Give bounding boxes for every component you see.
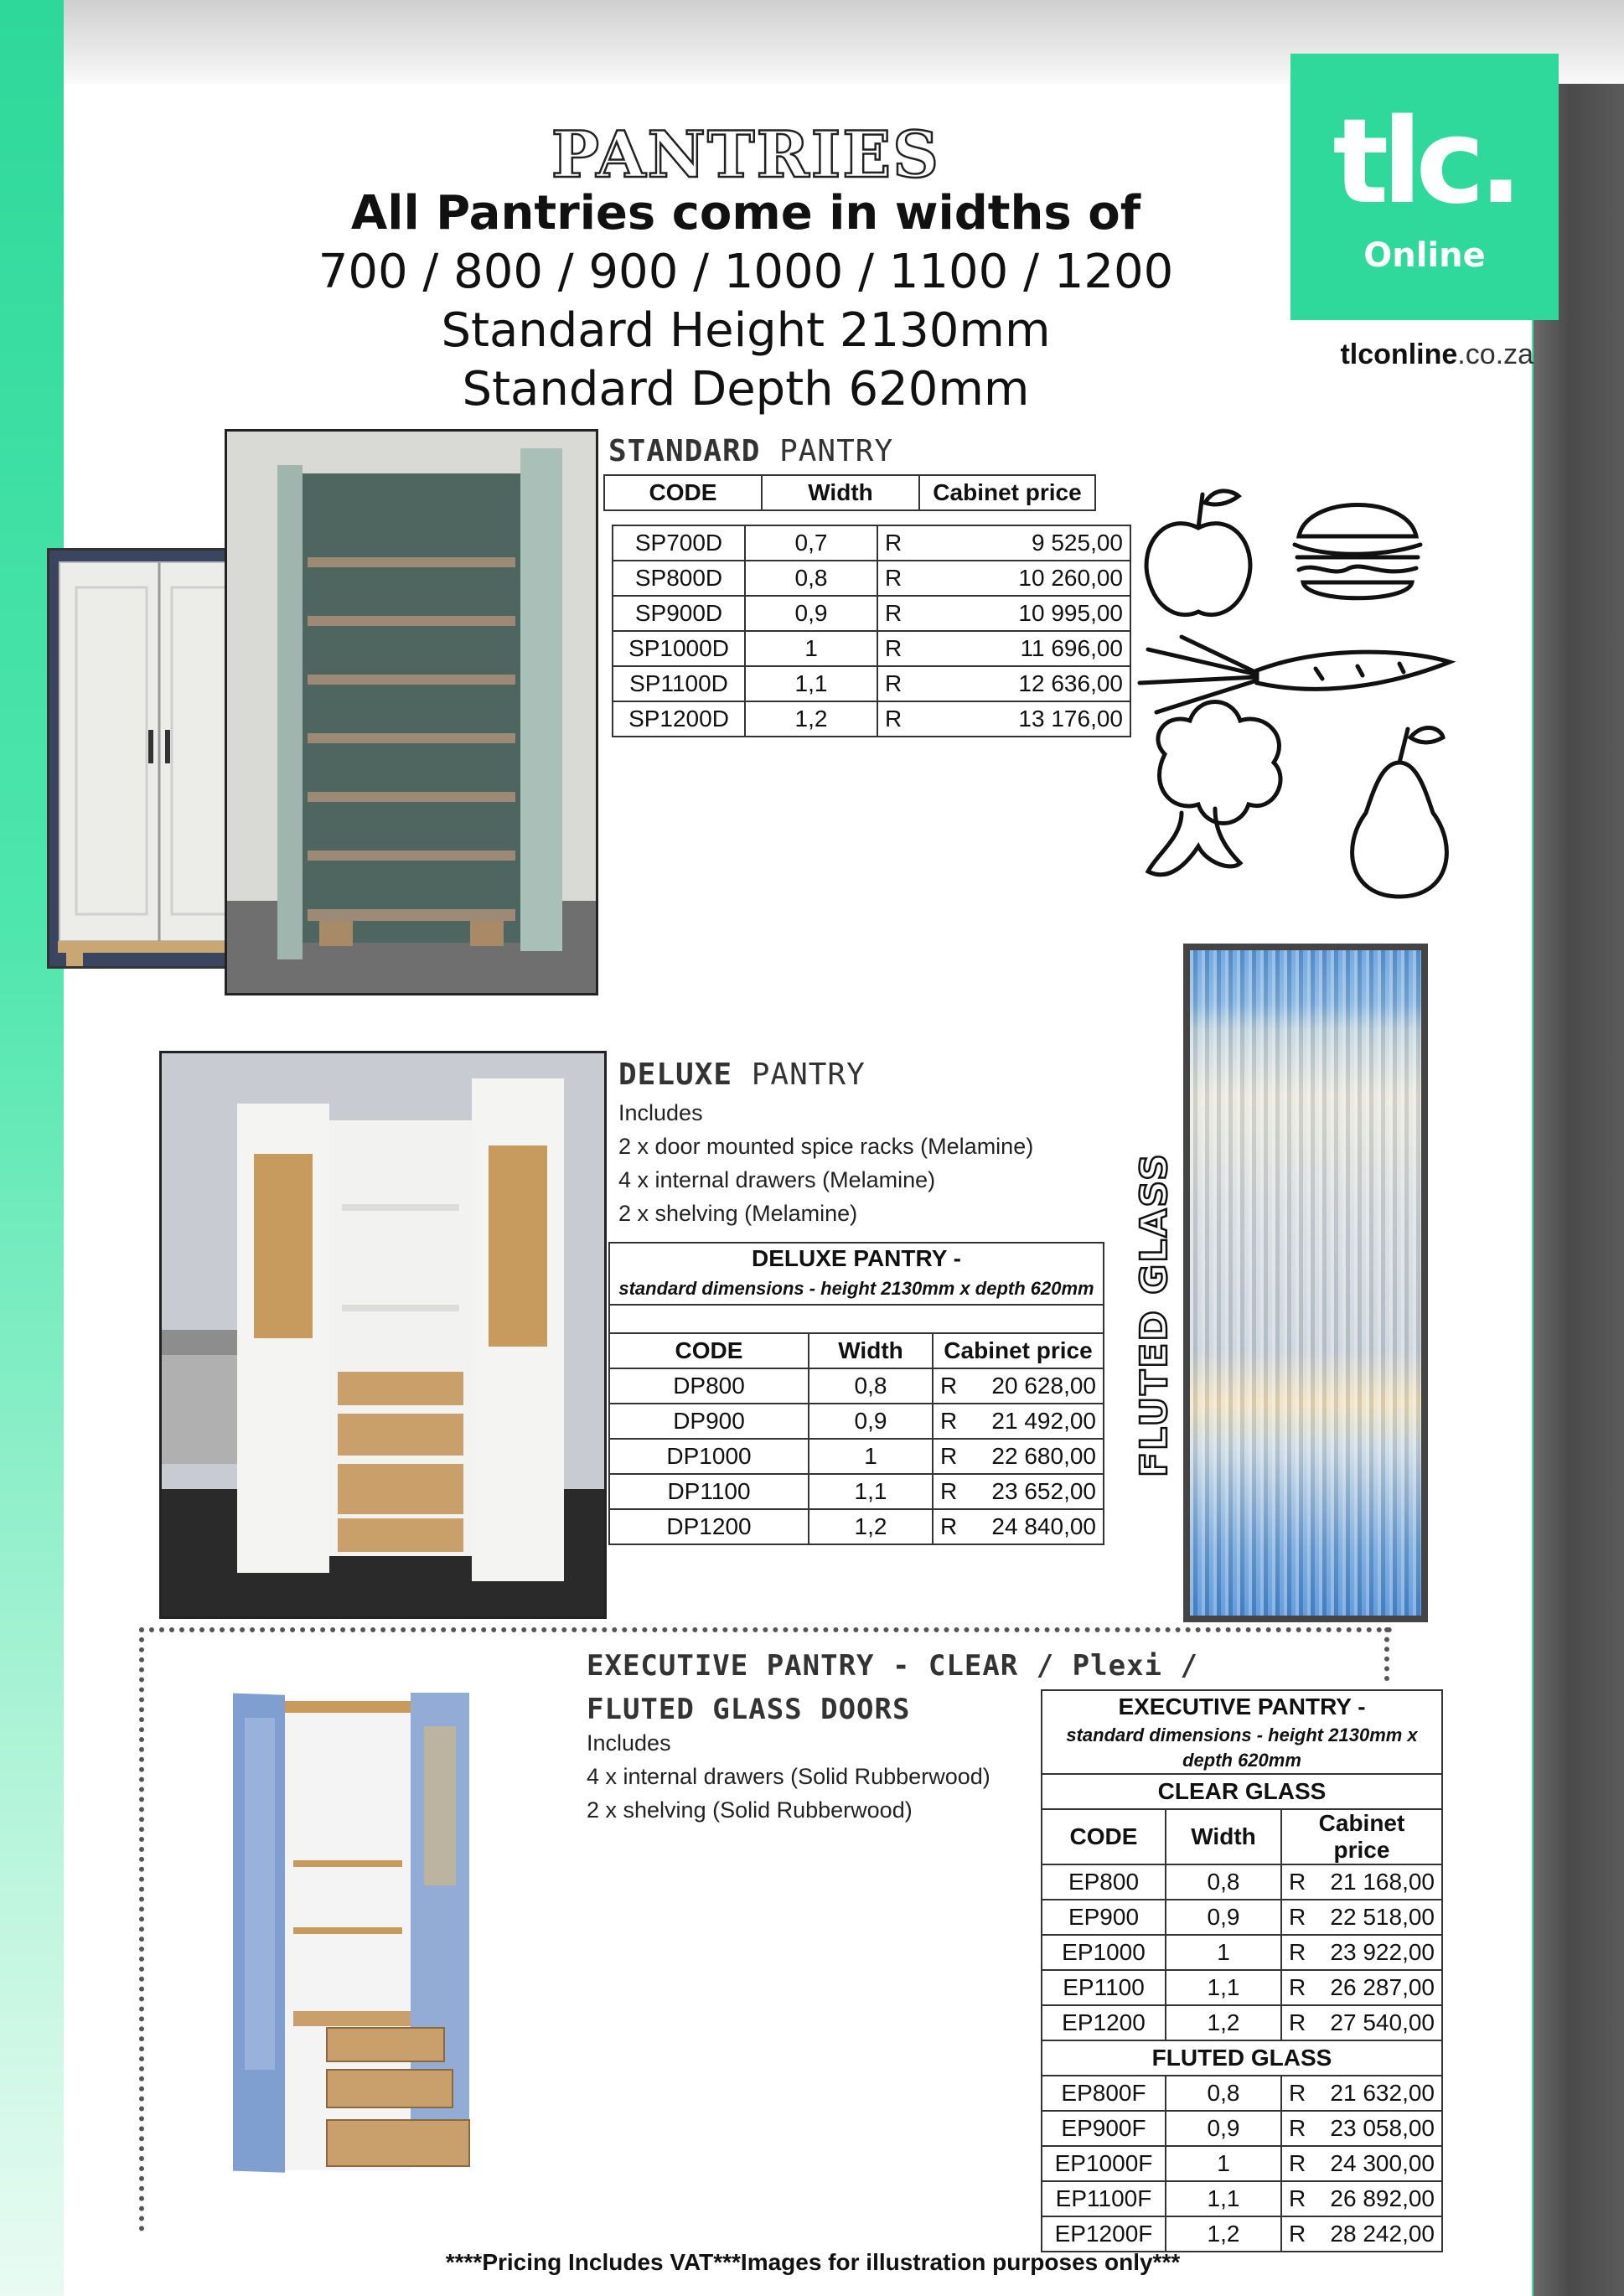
deluxe-heading-b: PANTRY [751, 1058, 866, 1092]
deluxe-includes [618, 1096, 1033, 1230]
cell-currency: R [877, 561, 917, 596]
cell-price: 22 680,00 [964, 1439, 1104, 1474]
cell-price: 21 632,00 [1312, 2076, 1442, 2111]
cell-price: 24 300,00 [1312, 2146, 1442, 2181]
cell-width: 1,1 [1166, 2181, 1281, 2216]
fluted-glass-text: FLUTED GLASS [1133, 1152, 1176, 1477]
cell-currency: R [933, 1509, 964, 1544]
cell-price: 23 922,00 [1312, 1935, 1442, 1970]
cell-width: 0,8 [809, 1368, 933, 1404]
deluxe-price-table [608, 1242, 1104, 1545]
fluted-glass-sample [1183, 944, 1428, 1622]
col-code: CODE [609, 1333, 809, 1368]
cell-price: 10 995,00 [917, 596, 1130, 631]
cell-price: 26 892,00 [1312, 2181, 1442, 2216]
blank-row [609, 1305, 1104, 1333]
table-row [1042, 1935, 1442, 1970]
cell-code: SP900D [613, 596, 745, 631]
cell-currency: R [877, 701, 917, 737]
cell-price: 24 840,00 [964, 1509, 1104, 1544]
fluted-glass-table-label: FLUTED GLASS [1042, 2040, 1442, 2076]
cell-width: 1,2 [745, 701, 877, 737]
standard-heading-a: STANDARD [608, 434, 761, 468]
burger-icon [1295, 505, 1420, 598]
tlc-logo[interactable] [1290, 54, 1559, 320]
table-row [613, 525, 1130, 561]
executive-heading-line2: FLUTED GLASS DOORS [587, 1693, 911, 1726]
cell-width: 1,1 [809, 1474, 933, 1509]
cell-width: 1 [745, 631, 877, 666]
table-row [1042, 2216, 1442, 2252]
cell-currency: R [933, 1368, 964, 1404]
cell-price: 23 058,00 [1312, 2111, 1442, 2146]
cell-width: 1,2 [809, 1509, 933, 1544]
fluted-glass-label [1133, 1077, 1176, 1479]
table-row [613, 701, 1130, 737]
left-green-border [0, 0, 64, 2296]
cell-code: EP1100F [1042, 2181, 1166, 2216]
cell-code: SP1100D [613, 666, 745, 701]
cell-code: EP1000 [1042, 1935, 1166, 1970]
cell-width: 1 [1166, 2146, 1281, 2181]
cell-width: 0,9 [745, 596, 877, 631]
cell-currency: R [1281, 1864, 1312, 1900]
cell-width: 0,9 [1166, 1900, 1281, 1935]
table-row [613, 561, 1130, 596]
cell-width: 0,8 [1166, 1864, 1281, 1900]
deluxe-table-subtitle: standard dimensions - height 2130mm x depth 620mm [609, 1274, 1104, 1305]
cell-price: 13 176,00 [917, 701, 1130, 737]
executive-heading-line1: EXECUTIVE PANTRY - CLEAR / Plexi / [587, 1649, 1198, 1683]
cell-code: SP800D [613, 561, 745, 596]
cell-code: DP900 [609, 1404, 809, 1439]
standard-height: Standard Height 2130mm [441, 303, 1051, 358]
cell-code: DP1100 [609, 1474, 809, 1509]
cell-width: 0,7 [745, 525, 877, 561]
cell-currency: R [933, 1404, 964, 1439]
cell-width: 0,8 [745, 561, 877, 596]
cell-code: EP1100 [1042, 1970, 1166, 2005]
cell-currency: R [1281, 2076, 1312, 2111]
list-item: 4 x internal drawers (Melamine) [618, 1167, 936, 1192]
table-row [613, 596, 1130, 631]
widths-intro: All Pantries come in widths of [350, 186, 1141, 240]
cell-currency: R [933, 1474, 964, 1509]
cell-code: EP900 [1042, 1900, 1166, 1935]
cell-currency: R [1281, 1900, 1312, 1935]
col-width: Width [809, 1333, 933, 1368]
pear-icon [1352, 727, 1447, 897]
standard-depth: Standard Depth 620mm [462, 362, 1030, 416]
footer-disclaimer: ****Pricing Includes VAT***Images for illustration purposes only*** [445, 2249, 1181, 2275]
cell-code: SP1000D [613, 631, 745, 666]
standard-heading-b: PANTRY [779, 434, 894, 468]
cell-code: EP1000F [1042, 2146, 1166, 2181]
standard-pantry-open-photo [225, 429, 598, 995]
cell-currency: R [1281, 2181, 1312, 2216]
deluxe-pantry-heading [618, 1058, 866, 1092]
cell-price: 27 540,00 [1312, 2005, 1442, 2040]
broccoli-icon [1148, 702, 1280, 875]
table-row [609, 1509, 1104, 1544]
table-row [609, 1474, 1104, 1509]
col-code: CODE [1042, 1809, 1166, 1864]
col-width: Width [762, 475, 919, 510]
cell-code: EP900F [1042, 2111, 1166, 2146]
table-row [613, 631, 1130, 666]
cell-currency: R [1281, 2111, 1312, 2146]
list-item: 2 x shelving (Solid Rubberwood) [587, 1797, 913, 1823]
cell-price: 10 260,00 [917, 561, 1130, 596]
cell-currency: R [1281, 2216, 1312, 2252]
executive-table-subtitle-2: depth 620mm [1042, 1748, 1442, 1774]
food-sketches [1131, 478, 1475, 913]
logo-subtitle: Online [1363, 236, 1486, 275]
executive-table-subtitle-1: standard dimensions - height 2130mm x [1042, 1723, 1442, 1748]
widths-list: 700 / 800 / 900 / 1000 / 1100 / 1200 [318, 245, 1174, 299]
col-width: Width [1166, 1809, 1281, 1864]
url-tld: .co.za [1457, 339, 1533, 370]
standard-pantry-heading [608, 434, 893, 468]
cell-currency: R [1281, 1935, 1312, 1970]
cell-price: 21 492,00 [964, 1404, 1104, 1439]
cell-width: 1,1 [745, 666, 877, 701]
executive-includes [587, 1726, 990, 1827]
executive-frame-right [1384, 1627, 1389, 1681]
executive-table-title: EXECUTIVE PANTRY - [1042, 1690, 1442, 1723]
includes-label: Includes [618, 1100, 703, 1125]
cell-price: 21 168,00 [1312, 1864, 1442, 1900]
cell-width: 1 [1166, 1935, 1281, 1970]
cell-code: EP800 [1042, 1864, 1166, 1900]
cell-code: DP1200 [609, 1509, 809, 1544]
cell-currency: R [1281, 1970, 1312, 2005]
cell-width: 1,2 [1166, 2216, 1281, 2252]
table-row [613, 666, 1130, 701]
table-row [609, 1439, 1104, 1474]
cell-currency: R [877, 666, 917, 701]
table-row [1042, 1900, 1442, 1935]
right-shadow-band [1533, 84, 1624, 2296]
page-title: PANTRIES [551, 117, 941, 192]
table-row [1042, 1970, 1442, 2005]
cell-price: 23 652,00 [964, 1474, 1104, 1509]
cell-price: 11 696,00 [917, 631, 1130, 666]
executive-price-table [1041, 1689, 1443, 2252]
includes-label: Includes [587, 1730, 671, 1756]
deluxe-table-title: DELUXE PANTRY - [609, 1243, 1104, 1274]
cell-width: 0,9 [1166, 2111, 1281, 2146]
cell-price: 9 525,00 [917, 525, 1130, 561]
cell-width: 1 [809, 1439, 933, 1474]
cell-price: 28 242,00 [1312, 2216, 1442, 2252]
executive-pantry-photo [218, 1668, 503, 2204]
table-row [1042, 2076, 1442, 2111]
cell-width: 0,8 [1166, 2076, 1281, 2111]
table-row [1042, 2111, 1442, 2146]
cell-currency: R [877, 631, 917, 666]
cell-code: EP1200F [1042, 2216, 1166, 2252]
cell-currency: R [877, 596, 917, 631]
clear-glass-label: CLEAR GLASS [1042, 1774, 1442, 1809]
list-item: 2 x door mounted spice racks (Melamine) [618, 1134, 1034, 1159]
table-row [609, 1368, 1104, 1404]
cell-code: SP1200D [613, 701, 745, 737]
table-row [1042, 2181, 1442, 2216]
website-url[interactable] [1257, 339, 1533, 371]
cell-price: 20 628,00 [964, 1368, 1104, 1404]
cell-currency: R [1281, 2005, 1312, 2040]
list-item: 2 x shelving (Melamine) [618, 1201, 858, 1226]
list-item: 4 x internal drawers (Solid Rubberwood) [587, 1764, 990, 1789]
table-row [609, 1404, 1104, 1439]
cell-code: EP1200 [1042, 2005, 1166, 2040]
cell-currency: R [877, 525, 917, 561]
cell-price: 12 636,00 [917, 666, 1130, 701]
deluxe-heading-a: DELUXE [618, 1058, 733, 1092]
standard-price-table [612, 525, 1131, 737]
cell-price: 22 518,00 [1312, 1900, 1442, 1935]
cell-code: DP1000 [609, 1439, 809, 1474]
cell-code: EP800F [1042, 2076, 1166, 2111]
url-domain: tlconline [1340, 339, 1458, 370]
cell-width: 0,9 [809, 1404, 933, 1439]
table-row [1042, 1864, 1442, 1900]
cell-width: 1,2 [1166, 2005, 1281, 2040]
cell-width: 1,1 [1166, 1970, 1281, 2005]
col-price: Cabinet price [919, 475, 1095, 510]
apple-icon [1146, 491, 1250, 615]
col-price: Cabinet price [1281, 1809, 1442, 1864]
col-code: CODE [604, 475, 762, 510]
cell-currency: R [933, 1439, 964, 1474]
table-row [1042, 2005, 1442, 2040]
deluxe-pantry-photo [159, 1051, 607, 1619]
table-row [1042, 2146, 1442, 2181]
cell-code: SP700D [613, 525, 745, 561]
cell-price: 26 287,00 [1312, 1970, 1442, 2005]
carrot-icon [1140, 637, 1450, 712]
cell-currency: R [1281, 2146, 1312, 2181]
cell-code: DP800 [609, 1368, 809, 1404]
col-price: Cabinet price [933, 1333, 1104, 1368]
logo-wordmark: tlc. [1332, 94, 1517, 230]
standard-header-table [603, 474, 1096, 511]
